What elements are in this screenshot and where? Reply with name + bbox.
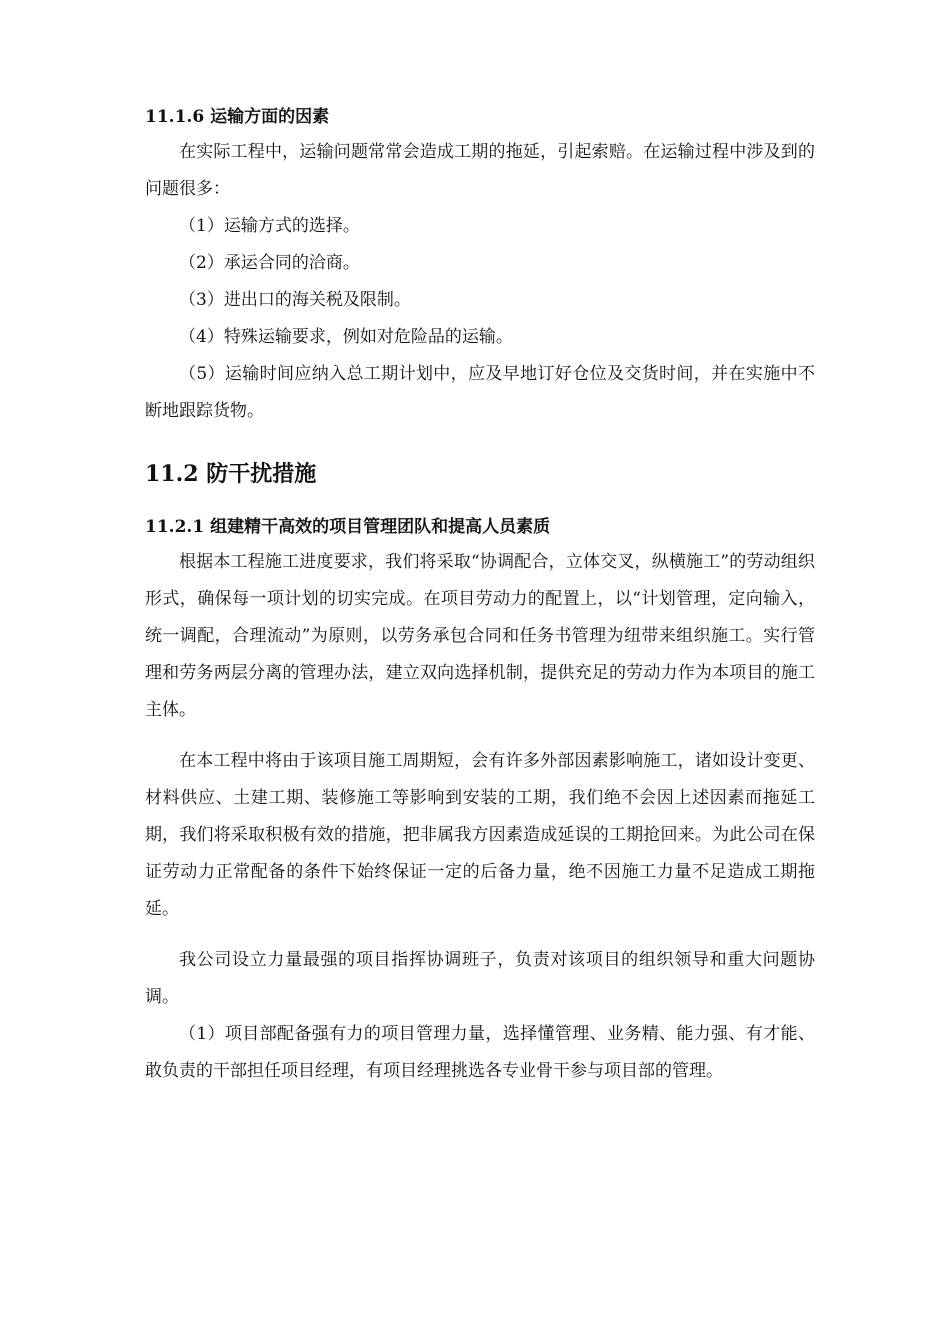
list-item: （5）运输时间应纳入总工期计划中，应及早地订好仓位及交货时间，并在实施中不断地跟踪货物。: [145, 364, 815, 421]
document-page: [145, 100, 815, 1090]
section-heading-11-1-6: 11.1.6 运输方面的因素: [145, 107, 330, 127]
paragraph-external-factors: 在本工程中将由于该项目施工周期短，会有许多外部因素影响施工，诸如设计变更、材料供应、土建工期、装修施工等影响到安装的工期，我们绝不会因上述因素而拖延工期，我们将采取积极有效的措施，把非属我方因素造成延误的工期抢回来。为此公司在保证劳动力正常配备的条件下始终保证一定的后备力量，绝不因施工力量不足造成工期拖延。: [145, 751, 815, 919]
list-item: （1）项目部配备强有力的项目管理力量，选择懂管理、业务精、能力强、有才能、敢负责的干部担任项目经理，有项目经理挑选各专业骨干参与项目部的管理。: [145, 1024, 815, 1081]
list-item: （4）特殊运输要求，例如对危险品的运输。: [179, 327, 513, 347]
list-item: （2）承运合同的洽商。: [179, 253, 360, 273]
section-heading-11-2: 11.2 防干扰措施: [145, 461, 317, 487]
list-item: （1）运输方式的选择。: [179, 216, 360, 236]
paragraph-labor-organization: 根据本工程施工进度要求，我们将采取“协调配合，立体交叉，纵横施工”的劳动组织形式，确保每一项计划的切实完成。在项目劳动力的配置上，以“计划管理，定向输入，统一调配，合理流动”为原则，以劳务承包合同和任务书管理为纽带来组织施工。实行管理和劳务两层分离的管理办法，建立双向选择机制，提供充足的劳动力作为本项目的施工主体。: [145, 552, 815, 720]
paragraph-transport-intro: 在实际工程中，运输问题常常会造成工期的拖延，引起索赔。在运输过程中涉及到的问题很多：: [145, 142, 815, 199]
paragraph-command-team: 我公司设立力量最强的项目指挥协调班子，负责对该项目的组织领导和重大问题协调。: [145, 950, 815, 1007]
section-heading-11-2-1: 11.2.1 组建精干高效的项目管理团队和提高人员素质: [145, 517, 551, 537]
list-item: （3）进出口的海关税及限制。: [179, 290, 411, 310]
